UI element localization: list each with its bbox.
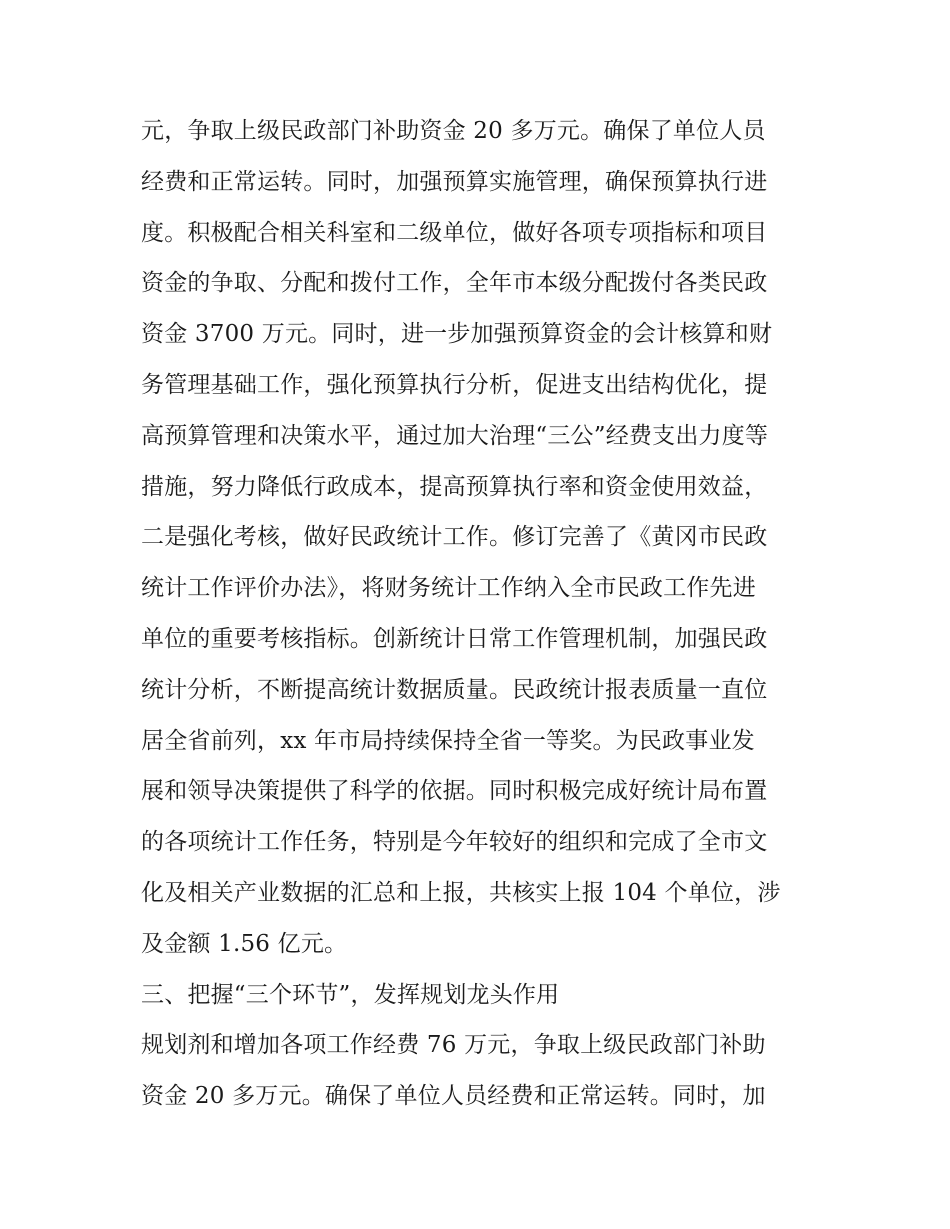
text-line-2: 经费和正常运转。同时，加强预算实施管理，确保预算执行进 [141,168,768,195]
text-line-6: 务管理基础工作，强化预算执行分析，促进支出结构优化，提 [141,371,768,398]
text-line-1: 元，争取上级民政部门补助资金 20 多万元。确保了单位人员 [141,118,766,144]
text-line-16: 化及相关产业数据的汇总和上报，共核实上报 104 个单位，涉 [141,879,781,906]
text-line-13: 居全省前列，xx 年市局持续保持全省一等奖。为民政事业发 [141,727,755,754]
text-line-12: 统计分析，不断提高统计数据质量。民政统计报表质量一直位 [141,676,768,703]
text-line-19: 规划剂和增加各项工作经费 76 万元，争取上级民政部门补助 [141,1032,766,1059]
text-line-15: 的各项统计工作任务，特别是今年较好的组织和完成了全市文 [141,829,768,856]
text-line-11: 单位的重要考核指标。创新统计日常工作管理机制，加强民政 [141,625,768,652]
text-line-7: 高预算管理和决策水平，通过加大治理“三公”经费支出力度等 [141,422,769,449]
text-line-14: 展和领导决策提供了科学的依据。同时积极完成好统计局布置 [141,778,768,805]
text-line-17: 及金额 1.56 亿元。 [141,930,348,957]
text-line-8: 措施，努力降低行政成本，提高预算执行率和资金使用效益， [141,473,768,500]
text-line-5: 资金 3700 万元。同时，进一步加强预算资金的会计核算和财 [141,321,773,348]
body-text [141,106,821,1122]
text-line-3: 度。积极配合相关科室和二级单位，做好各项专项指标和项目 [141,219,768,246]
text-line-10: 统计工作评价办法》，将财务统计工作纳入全市民政工作先进 [141,575,756,602]
section-heading: 三、把握“三个环节”，发挥规划龙头作用 [141,981,560,1008]
text-line-9: 二是强化考核，做好民政统计工作。修订完善了《黄冈市民政 [141,524,768,551]
text-line-4: 资金的争取、分配和拨付工作，全年市本级分配拨付各类民政 [141,270,768,297]
text-line-20: 资金 20 多万元。确保了单位人员经费和正常运转。同时，加 [141,1083,766,1110]
